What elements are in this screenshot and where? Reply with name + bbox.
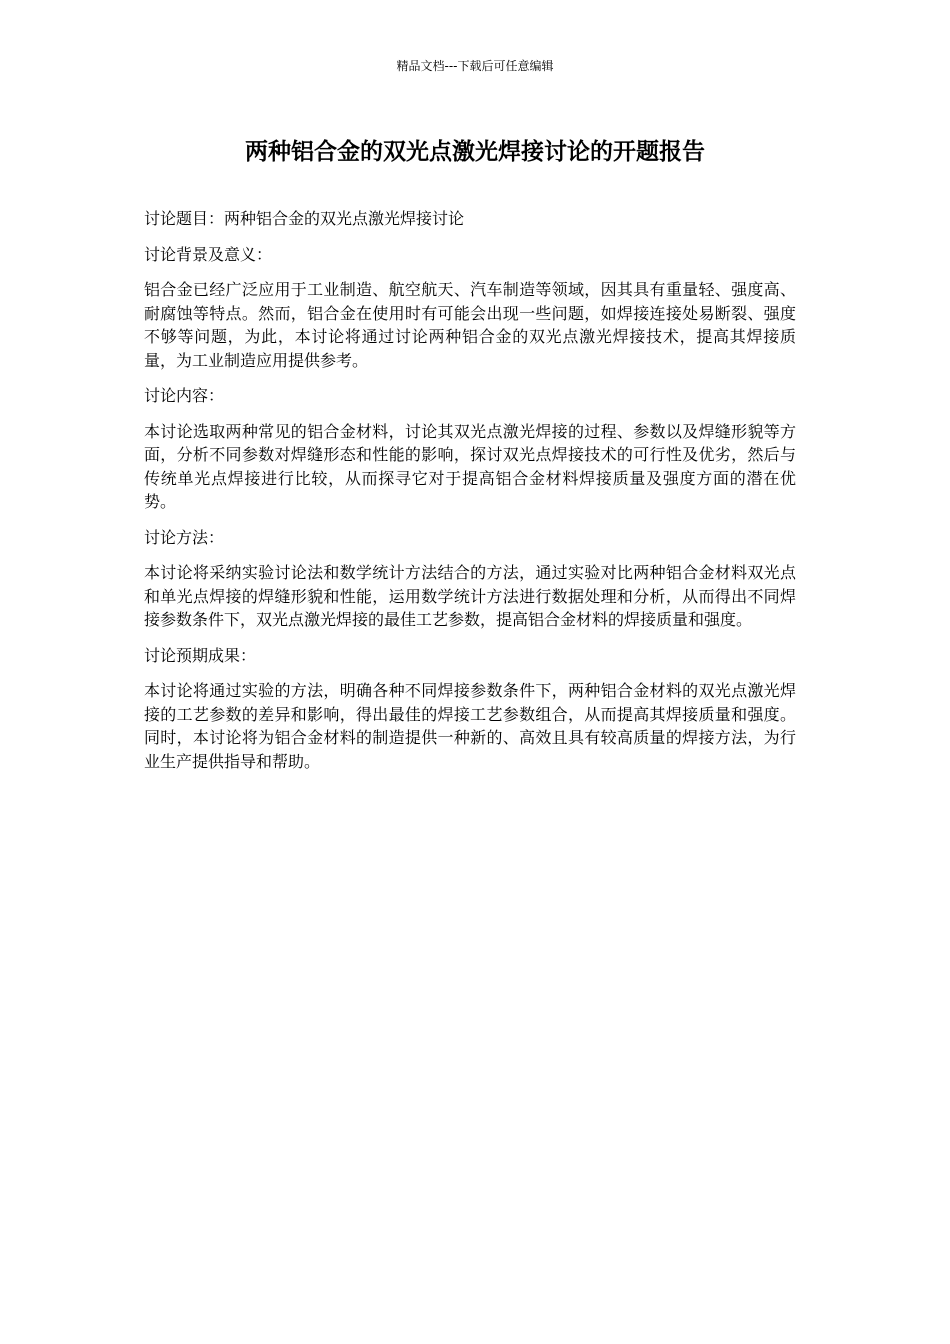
paragraph-content: 本讨论选取两种常见的铝合金材料，讨论其双光点激光焊接的过程、参数以及焊缝形貌等方面，分析不同参数对焊缝形态和性能的影响，探讨双光点焊接技术的可行性及优劣，然后与传统单光点焊接进行比较，从而探寻它对于提高铝合金材料焊接质量及强度方面的潜在优势。 [144, 421, 796, 511]
section-heading-expected-results: 讨论预期成果： [144, 645, 257, 665]
topic-line: 讨论题目：两种铝合金的双光点激光焊接讨论 [144, 209, 465, 228]
paragraph-method: 本讨论将采纳实验讨论法和数学统计方法结合的方法，通过实验对比两种铝合金材料双光点和单光点焊接的焊缝形貌和性能，运用数学统计方法进行数据处理和分析，从而得出不同焊接参数条件下，双光点激光焊接的最佳工艺参数，提高铝合金材料的焊接质量和强度。 [144, 563, 796, 629]
paragraph-expected-results: 本讨论将通过实验的方法，明确各种不同焊接参数条件下，两种铝合金材料的双光点激光焊接的工艺参数的差异和影响，得出最佳的焊接工艺参数组合，从而提高其焊接质量和强度。同时，本讨论将为铝合金材料的制造提供一种新的、高效且具有较高质量的焊接方法，为行业生产提供指导和帮助。 [144, 681, 796, 771]
document-body [144, 207, 796, 785]
header-note: 精品文档---下载后可任意编辑 [396, 59, 554, 73]
paragraph-background: 铝合金已经广泛应用于工业制造、航空航天、汽车制造等领域，因其具有重量轻、强度高、耐腐蚀等特点。然而，铝合金在使用时有可能会出现一些问题，如焊接连接处易断裂、强度不够等问题，为此，本讨论将通过讨论两种铝合金的双光点激光焊接技术，提高其焊接质量，为工业制造应用提供参考。 [144, 280, 796, 370]
section-heading-method: 讨论方法： [144, 527, 225, 547]
section-heading-content: 讨论内容： [144, 386, 225, 405]
document-title: 两种铝合金的双光点激光焊接讨论的开题报告 [245, 139, 705, 165]
section-heading-background: 讨论背景及意义： [144, 244, 273, 264]
